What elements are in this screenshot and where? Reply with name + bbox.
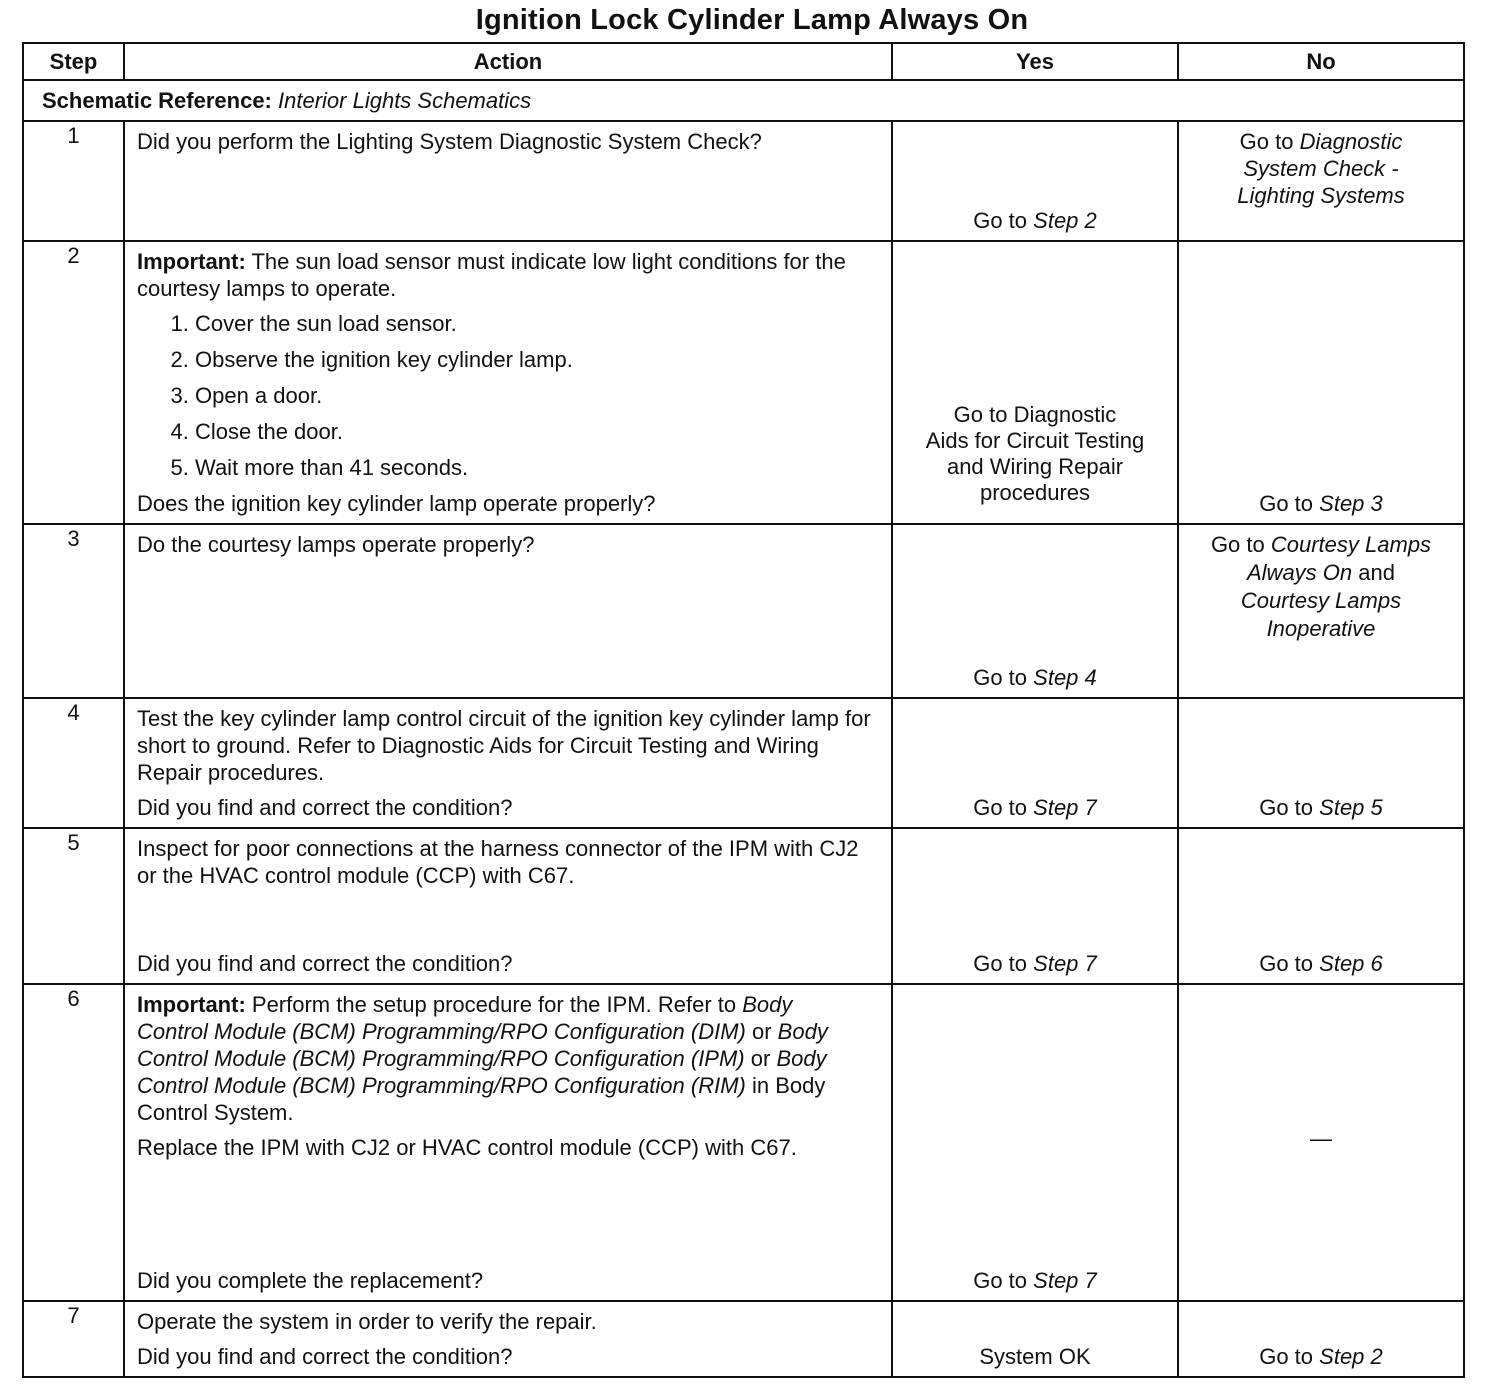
header-step: Step <box>23 43 124 80</box>
table-row <box>23 828 1464 984</box>
step-action: Do the courtesy lamps operate properly? <box>124 524 892 698</box>
important-label: Important: <box>137 249 246 274</box>
table-row <box>23 698 1464 828</box>
list-item: 5. Wait more than 41 seconds. <box>195 450 881 486</box>
list-item: 3. Open a door. <box>195 378 881 414</box>
important-text: The sun load sensor must indicate low light conditions for the courtesy lamps to operate. <box>137 249 846 301</box>
step-number: 7 <box>23 1301 124 1377</box>
header-yes: Yes <box>892 43 1178 80</box>
no-link[interactable]: Courtesy Lamps <box>1240 588 1402 613</box>
schematic-row <box>23 80 1464 121</box>
no-cell: Go to Step 2 <box>1178 1301 1464 1377</box>
step-question: Did you find and correct the condition? <box>137 795 513 820</box>
no-link[interactable]: Diagnostic <box>1299 129 1403 154</box>
yes-cell <box>892 241 1178 524</box>
schematic-label: Schematic Reference: <box>42 88 272 113</box>
yes-cell: Go to Step 7 <box>892 828 1178 984</box>
yes-text[interactable]: System OK <box>979 1344 1091 1369</box>
no-cell: Go to Step 6 <box>1178 828 1464 984</box>
step-number: 2 <box>23 241 124 524</box>
step-action-text: Operate the system in order to verify the repair. <box>137 1309 597 1334</box>
yes-link[interactable]: Step 7 <box>1033 951 1097 976</box>
table-row <box>23 524 1464 698</box>
step-action <box>124 828 892 984</box>
schematic-link[interactable]: Interior Lights Schematics <box>278 88 532 113</box>
no-cell: Go to Step 5 <box>1178 698 1464 828</box>
yes-link[interactable]: Step 2 <box>1033 208 1097 233</box>
step-number: 4 <box>23 698 124 828</box>
no-link[interactable]: Step 3 <box>1319 491 1383 516</box>
no-cell: Go to Step 3 <box>1178 241 1464 524</box>
no-cell <box>1178 984 1464 1301</box>
step-number: 6 <box>23 984 124 1301</box>
step-number: 1 <box>23 121 124 241</box>
yes-link[interactable]: Step 7 <box>1033 1268 1097 1293</box>
no-link[interactable]: Courtesy Lamps <box>1270 532 1432 557</box>
step-number: 3 <box>23 524 124 698</box>
step-number: 5 <box>23 828 124 984</box>
page-title: Ignition Lock Cylinder Lamp Always On <box>475 4 1029 36</box>
yes-link[interactable]: Step 4 <box>1033 665 1097 690</box>
step-action: Did you perform the Lighting System Diagnostic System Check? <box>124 121 892 241</box>
important-label: Important: <box>137 992 246 1017</box>
no-link[interactable]: Lighting Systems <box>1237 183 1405 208</box>
table-row <box>23 1301 1464 1377</box>
step-question: Did you complete the replacement? <box>137 1268 484 1293</box>
yes-cell: Go to Step 7 <box>892 984 1178 1301</box>
diagnostic-table <box>22 42 1465 1378</box>
reference-link[interactable]: Body Control Module (BCM) Programming/RPO Configuration (RIM) <box>137 1046 827 1098</box>
yes-cell: Go to Step 4 <box>892 524 1178 698</box>
yes-cell <box>892 1301 1178 1377</box>
no-dash: — <box>1310 1126 1332 1151</box>
no-cell: Go to Courtesy Lamps Always On and Courtesy Lamps Inoperative <box>1178 524 1464 698</box>
no-link[interactable]: Step 5 <box>1319 795 1383 820</box>
list-item: 1. Cover the sun load sensor. <box>195 306 881 342</box>
step-question: Does the ignition key cylinder lamp operate properly? <box>137 491 656 516</box>
no-link[interactable]: Step 6 <box>1319 951 1383 976</box>
no-link[interactable]: Inoperative <box>1266 616 1376 641</box>
no-cell: Go to Diagnostic System Check - Lighting Systems <box>1178 121 1464 241</box>
header-action: Action <box>124 43 892 80</box>
yes-line[interactable]: Aids for Circuit Testing <box>925 428 1145 453</box>
table-row <box>23 121 1464 241</box>
header-no: No <box>1178 43 1464 80</box>
yes-line[interactable]: Go to Diagnostic <box>953 402 1117 427</box>
table-row <box>23 984 1464 1301</box>
yes-line[interactable]: procedures <box>979 480 1091 505</box>
yes-cell: Go to Step 7 <box>892 698 1178 828</box>
step-question: Did you find and correct the condition? <box>137 951 513 976</box>
no-link[interactable]: Always On <box>1247 560 1353 585</box>
substep-list <box>137 306 881 486</box>
step-question: Did you find and correct the condition? <box>137 1344 513 1369</box>
yes-link[interactable]: Step 7 <box>1033 795 1097 820</box>
yes-cell: Go to Step 2 <box>892 121 1178 241</box>
step-action-text: Test the key cylinder lamp control circuit of the ignition key cylinder lamp for short to ground. Refer to Diagnostic Aids for Circuit Testing and Wiring Repair procedures. <box>137 706 871 785</box>
list-item: 4. Close the door. <box>195 414 881 450</box>
reference-link[interactable]: Body Control Module (BCM) Programming/RPO Configuration (IPM) <box>137 1019 828 1071</box>
no-link[interactable]: System Check - <box>1243 156 1399 181</box>
yes-line[interactable]: and Wiring Repair <box>946 454 1124 479</box>
table-row <box>23 241 1464 524</box>
step-action: Important: Perform the setup procedure for the IPM. Refer to Body Control Module (BCM) Programming/RPO Configuration (DIM) or Body Control Module (BCM) Programming/RPO Configuration (IPM) or Body Control Module (BCM) Programming/RPO Configuration (RIM) in Body Control System. Replace the IPM with CJ2 or HVAC control module (CCP) with C67. Did you complete the replacement? <box>124 984 892 1301</box>
step-action <box>124 698 892 828</box>
no-link[interactable]: Step 2 <box>1319 1344 1383 1369</box>
step-replace-text: Replace the IPM with CJ2 or HVAC control module (CCP) with C67. <box>137 1135 797 1160</box>
step-action <box>124 241 892 524</box>
list-item: 2. Observe the ignition key cylinder lamp. <box>195 342 881 378</box>
step-action-text: Inspect for poor connections at the harness connector of the IPM with CJ2 or the HVAC control module (CCP) with C67. <box>137 836 859 888</box>
header-row <box>23 43 1464 80</box>
reference-link[interactable]: Body Control Module (BCM) Programming/RPO Configuration (DIM) <box>137 992 793 1044</box>
step-action <box>124 1301 892 1377</box>
